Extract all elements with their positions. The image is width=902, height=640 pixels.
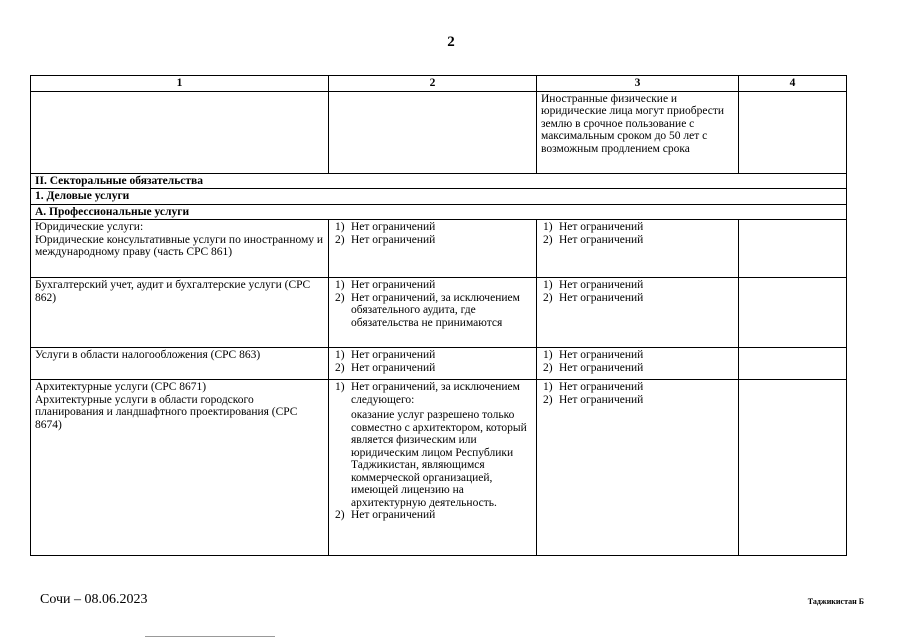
list-item: 1) Нет ограничений, за исключением следующего: оказание услуг разрешено только совместно с архитектором, который является физическим или юридическим лицом Республики Таджикистан, являющимся коммерческой организацией, имеющей лицензию на архитектурную деятельность.: [335, 381, 527, 509]
sector-text: Юридические услуги:: [35, 221, 144, 233]
section-heading: II. Секторальные обязательства: [31, 173, 847, 189]
list-item: 2) Нет ограничений: [543, 393, 644, 406]
section-row: [31, 204, 847, 220]
list-item: 1) Нет ограничений: [335, 279, 436, 291]
sector-text: Бухгалтерский учет, аудит и бухгалтерские услуги (CPC 862): [35, 279, 311, 304]
list-item: 2) Нет ограничений: [335, 509, 436, 521]
intro-cell-3: Иностранные физические и юридические лица могут приобрести землю в срочное пользование с максимальным сроком до 50 лет с возможным продлением срока: [537, 91, 739, 173]
section-heading: А. Профессиональные услуги: [31, 204, 847, 220]
list-item: 1) Нет ограничений: [543, 381, 644, 393]
intro-cell-1: [31, 91, 329, 173]
column-number-row: [31, 76, 847, 92]
list-item: 2) Нет ограничений: [543, 291, 644, 304]
market-access-cell: [329, 380, 537, 556]
list-item: 2) Нет ограничений, за исключением обязательного аудита, где обязательства не принимаются: [335, 291, 520, 329]
list-item: 1) Нет ограничений: [543, 279, 644, 291]
section-row: [31, 173, 847, 189]
list-item: 2) Нет ограничений: [335, 361, 436, 374]
column-header-1: 1: [31, 76, 329, 92]
footer-place-date: Сочи – 08.06.2023: [40, 592, 148, 607]
section-row: [31, 189, 847, 205]
list-item: 1) Нет ограничений: [335, 221, 436, 233]
sector-text: Архитектурные услуги в области городского планирования и ландшафтного проектирования (CPC 8674): [35, 393, 298, 431]
national-treatment-cell: [537, 278, 739, 348]
list-item: 2) Нет ограничений: [543, 361, 644, 374]
sector-cell: [31, 220, 329, 278]
national-treatment-cell: [537, 380, 739, 556]
sector-text: Юридические консультативные услуги по иностранному и международному праву (часть CPC 861): [35, 233, 324, 258]
table-row: [31, 278, 847, 348]
national-treatment-cell: [537, 348, 739, 380]
column-header-4: 4: [739, 76, 847, 92]
sector-cell: [31, 348, 329, 380]
additional-cell: [739, 220, 847, 278]
intro-row: [31, 91, 847, 173]
additional-cell: [739, 380, 847, 556]
national-treatment-cell: [537, 220, 739, 278]
column-header-3: 3: [537, 76, 739, 92]
section-heading: 1. Деловые услуги: [31, 189, 847, 205]
table-row: [31, 348, 847, 380]
footer-country-label: Таджикистан Б: [807, 597, 864, 606]
table-row: [31, 380, 847, 556]
table-row: [31, 220, 847, 278]
market-access-cell: [329, 220, 537, 278]
commitments-table: [30, 75, 847, 556]
list-item: 1) Нет ограничений: [335, 349, 436, 361]
list-item: 1) Нет ограничений: [543, 221, 644, 233]
sector-cell: [31, 278, 329, 348]
list-item: 2) Нет ограничений: [335, 233, 436, 246]
intro-cell-2: [329, 91, 537, 173]
list-item: 2) Нет ограничений: [543, 233, 644, 246]
market-access-cell: [329, 348, 537, 380]
additional-cell: [739, 348, 847, 380]
intro-cell-4: [739, 91, 847, 173]
sector-cell: [31, 380, 329, 556]
additional-cell: [739, 278, 847, 348]
list-item: 1) Нет ограничений: [543, 349, 644, 361]
market-access-cell: [329, 278, 537, 348]
page-number: 2: [447, 34, 455, 50]
sector-text: Услуги в области налогообложения (CPC 863): [35, 349, 261, 361]
scan-artifact-line: [145, 636, 275, 637]
sector-text: Архитектурные услуги (CPC 8671): [35, 381, 207, 393]
column-header-2: 2: [329, 76, 537, 92]
